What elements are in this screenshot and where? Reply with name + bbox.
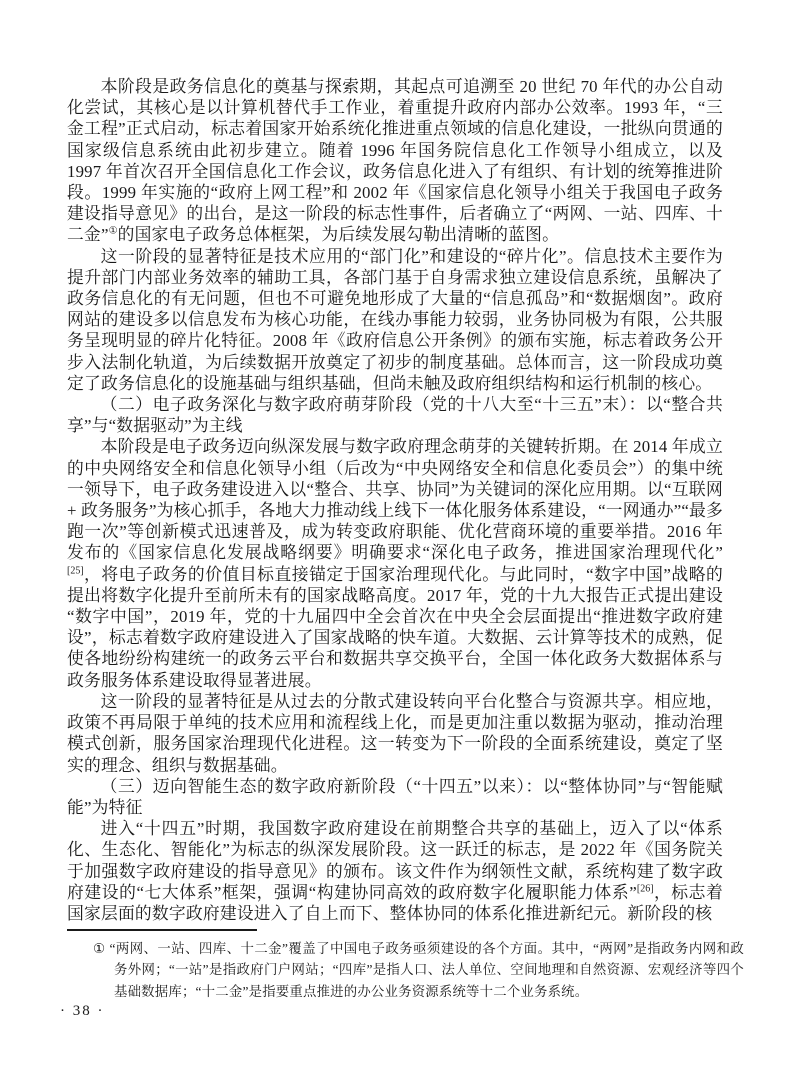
page-number: · 38 · bbox=[60, 1003, 105, 1019]
section-heading-two: （二）电子政务深化与数字政府萌芽阶段（党的十八大至“十三五”末）：以“整合共享”与“数据驱动”为主线 bbox=[67, 395, 723, 436]
article-body bbox=[67, 76, 723, 924]
paragraph-stage1-overview bbox=[67, 76, 723, 246]
footnote-marker: ① bbox=[93, 941, 106, 956]
citation-ref-26: [26] bbox=[636, 883, 654, 895]
paragraph-text: 的国家电子政务总体框架，为后续发展勾勒出清晰的蓝图。 bbox=[117, 225, 560, 245]
paragraph-text: ，将电子政务的价值目标直接锚定于国家治理现代化。与此同时，“数字中国”战略的提出将数字化提升至前所未有的国家战略高度。2017 年，党的十九大报告正式提出建设“数字中国”，2019 年，党的十九届四中全会首次在中央全会层面提出“推进数字政府建设”，标志着数字政府建设进入了国家战略的快车道。大数据、云计算等技术的成熟，促使各地纷纷构建统一的政务云平台和数据共享交换平台，全国一体化政务大数据体系与政务服务体系建设取得显著进展。 bbox=[67, 564, 723, 690]
citation-ref-25: [25] bbox=[67, 565, 84, 577]
footnote-text: “两网、一站、四库、十二金”覆盖了中国电子政务亟须建设的各个方面。其中，“两网”是指政务内网和政务外网；“一站”是指政府门户网站；“四库”是指人口、法人单位、空间地理和自然资源、宏观经济等四个基础数据库；“十二金”是指要重点推进的办公业务资源系统等十二个业务系统。 bbox=[109, 941, 744, 999]
paragraph-text: 本阶段是政务信息化的奠基与探索期，其起点可追溯至 20 世纪 70 年代的办公自动化尝试，其核心是以计算机替代手工作业，着重提升政府内部办公效率。1993 年，“三金工程”正式启动，标志着国家开始系统化推进重点领域的信息化建设，一批纵向贯通的国家级信息系统由此初步建立。随着 1996 年国务院信息化工作领导小组成立，以及 1997 年首次召开全国信息化工作会议，政务信息化进入了有组织、有计划的统筹推进阶段。1999 年实施的“政府上网工程”和 2002 年《国家信息化领导小组关于我国电子政务建设指导意见》的出台，是这一阶段的标志性事件，后者确立了“两网、一站、四库、十二金” bbox=[67, 77, 723, 245]
paragraph-stage1-features: 这一阶段的显著特征是技术应用的“部门化”和建设的“碎片化”。信息技术主要作为提升部门内部业务效率的辅助工具，各部门基于自身需求独立建设信息系统，虽解决了政务信息化的有无问题，但也不可避免地形成了大量的“信息孤岛”和“数据烟囱”。政府网站的建设多以信息发布为核心功能，在线办事能力较弱，业务协同极为有限，公共服务呈现明显的碎片化特征。2008 年《政府信息公开条例》的颁布实施，标志着政务公开步入法制化轨道，为后续数据开放奠定了初步的制度基础。总体而言，这一阶段成功奠定了政务信息化的设施基础与组织基础，但尚未触及政府组织结构和运行机制的核心。 bbox=[67, 246, 723, 393]
footnote-separator bbox=[67, 929, 257, 931]
section-heading-three: （三）迈向智能生态的数字政府新阶段（“十四五”以来）：以“整体协同”与“智能赋能”为特征 bbox=[67, 776, 723, 817]
paragraph-stage2-features: 这一阶段的显著特征是从过去的分散式建设转向平台化整合与资源共享。相应地，政策不再局限于单纯的技术应用和流程线上化，而是更加注重以数据为驱动，推动治理模式创新，服务国家治理现代化进程。这一转变为下一阶段的全面系统建设，奠定了坚实的理念、组织与数据基础。 bbox=[67, 691, 723, 775]
paragraph-stage3-overview bbox=[67, 818, 723, 924]
paragraph-text: 进入“十四五”时期，我国数字政府建设在前期整合共享的基础上，迈入了以“体系化、生态化、智能化”为标志的纵深发展阶段。这一跃迁的标志，是 2022 年《国务院关于加强数字政府建设的指导意见》的颁布。该文件作为纲领性文献，系统构建了数字政府建设的“七大体系”框架，强调“构建协同高效的政府数字化履职能力体系” bbox=[67, 819, 723, 902]
footnote bbox=[93, 938, 744, 1002]
paragraph-text: 本阶段是电子政务迈向纵深发展与数字政府理念萌芽的关键转折期。在 2014 年成立的中央网络安全和信息化领导小组（后改为“中央网络安全和信息化委员会”）的集中统一领导下，电子政务建设进入以“整合、共享、协同”为关键词的深化应用期。以“互联网 + 政务服务”为核心抓手，各地大力推动线上线下一体化服务体系建设，“一网通办”“最多跑一次”等创新模式迅速普及，成为转变政府职能、优化营商环境的重要举措。2016 年发布的《国家信息化发展战略纲要》明确要求“深化电子政务，推进国家治理现代化” bbox=[67, 437, 723, 563]
footnote-ref-1: ① bbox=[108, 225, 118, 237]
paragraph-stage2-overview bbox=[67, 436, 723, 690]
paragraph-text: ，标志着国家层面的数字政府建设进入了自上而下、整体协同的体系化推进新纪元。新阶段的核 bbox=[67, 882, 724, 923]
